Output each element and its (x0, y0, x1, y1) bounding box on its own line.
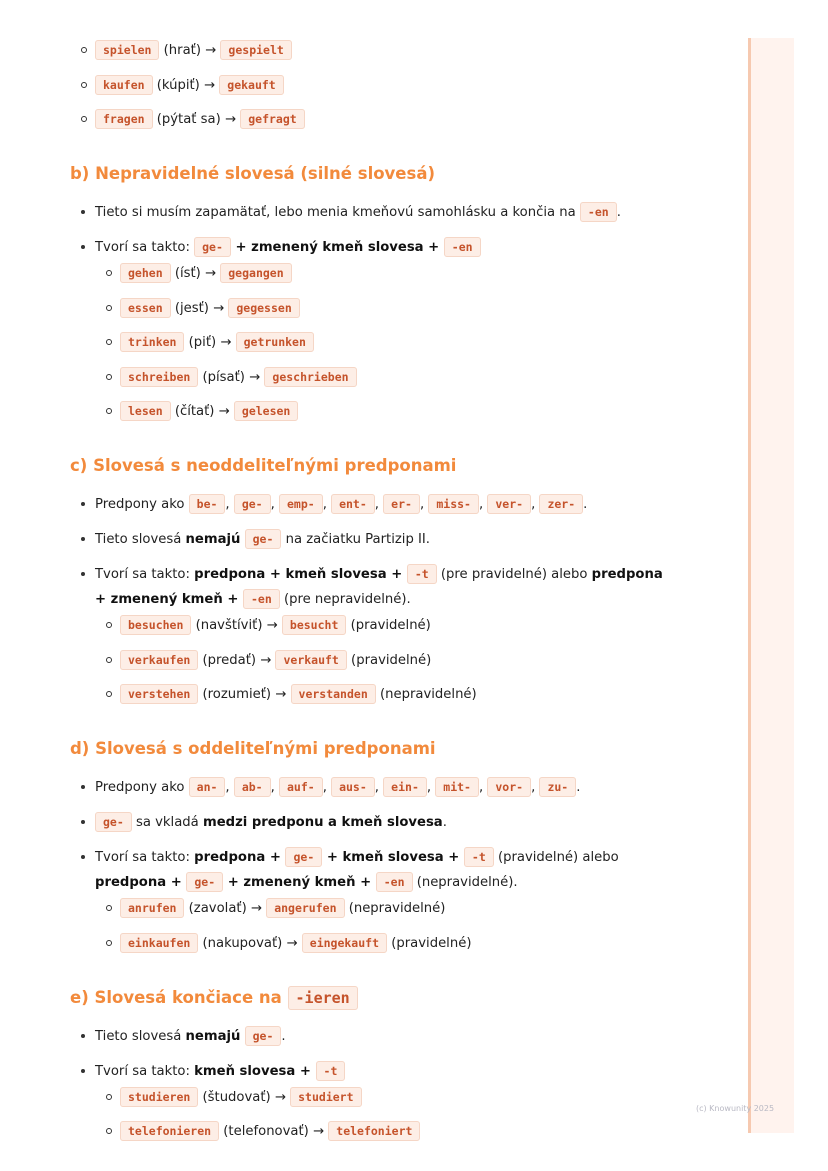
code-snippet: studieren (120, 1087, 198, 1107)
code-snippet: vor- (487, 777, 531, 797)
text (240, 1029, 244, 1044)
example-item (95, 613, 670, 638)
code-snippet: ab- (234, 777, 271, 797)
text: (nepravidelné). (412, 875, 518, 890)
text: . (576, 780, 581, 795)
text: , (426, 780, 436, 795)
list-item (70, 562, 670, 707)
text: Tieto si musím zapamätať, lebo menia kmeňovú samohlásku a končia na (95, 205, 580, 220)
bold-text: predpona + kmeň slovesa + (194, 567, 407, 582)
text: Tieto slovesá (95, 532, 186, 547)
text: , (531, 497, 540, 512)
code-snippet: an- (189, 777, 226, 797)
example-item (70, 38, 670, 63)
text: . (281, 1028, 286, 1044)
text: . (583, 497, 588, 512)
code-snippet: telefonieren (120, 1121, 219, 1141)
text: , (531, 780, 540, 795)
code-snippet: angerufen (266, 898, 344, 918)
text: Predpony ako (95, 497, 189, 512)
list-item (70, 1059, 670, 1145)
example-item (95, 296, 670, 321)
example-item (95, 1119, 670, 1144)
code-snippet: trinken (120, 332, 184, 352)
text: (čítať) → (170, 404, 234, 419)
text: Tvorí sa takto: (95, 1063, 195, 1079)
text: (jesť) → (170, 300, 229, 316)
text: , (374, 780, 384, 795)
list-item (70, 527, 670, 552)
code-snippet: miss- (428, 494, 479, 514)
text: , (374, 497, 384, 512)
text: , (270, 497, 279, 512)
code-snippet: -t (407, 564, 437, 584)
bullet-list (70, 492, 670, 707)
example-list (95, 896, 670, 956)
bold-text: + kmeň slovesa + (322, 850, 464, 865)
list-item (70, 200, 670, 225)
bullet-list (70, 775, 670, 956)
code-snippet: ge- (194, 237, 231, 257)
code-snippet: eingekauft (302, 933, 387, 953)
copyright-footer: (c) Knowunity 2025 (696, 1104, 775, 1113)
code-snippet: essen (120, 298, 171, 318)
code-snippet: besucht (282, 615, 346, 635)
text: (kúpiť) → (152, 77, 220, 93)
bold-text: predpona + zmenený kmeň + (95, 567, 663, 607)
page-margin-bar (748, 38, 794, 1133)
text: na začiatku Partizip II. (281, 532, 430, 547)
code-snippet: -t (464, 847, 494, 867)
code-snippet: fragen (95, 109, 153, 129)
text: (nepravidelné) (344, 901, 446, 916)
example-item (70, 73, 670, 98)
text: (piť) → (184, 335, 236, 350)
bold-text: + zmenený kmeň slovesa + (230, 240, 444, 255)
code-snippet: -en (444, 237, 481, 257)
code-snippet: -en (580, 202, 617, 222)
code-snippet: lesen (120, 401, 171, 421)
text: (predať) → (198, 652, 276, 668)
code-snippet: -en (243, 589, 280, 609)
bold-text: predpona + (95, 875, 187, 890)
text: , (225, 497, 234, 512)
text: , (419, 497, 429, 512)
text: (písať) → (198, 369, 265, 385)
code-snippet: -t (316, 1061, 346, 1081)
list-item (70, 775, 670, 800)
section-heading (70, 454, 670, 478)
code-snippet: gespielt (220, 40, 291, 60)
code-snippet: verkaufen (120, 650, 198, 670)
code-snippet: -en (376, 872, 413, 892)
text: c) Slovesá s neoddeliteľnými predponami (70, 456, 457, 475)
text: Tvorí sa takto: (95, 567, 195, 582)
text: Tvorí sa takto: (95, 850, 195, 865)
code-snippet: ent- (331, 494, 375, 514)
text: , (270, 780, 279, 795)
text: (pre nepravidelné). (279, 592, 411, 607)
list-item (70, 38, 670, 132)
code-snippet: -ieren (288, 986, 358, 1010)
code-snippet: ge- (245, 529, 282, 549)
text: (pravidelné) (387, 935, 472, 951)
example-item (95, 682, 670, 707)
code-snippet: zu- (539, 777, 576, 797)
code-snippet: ge- (245, 1026, 282, 1046)
code-snippet: telefoniert (328, 1121, 420, 1141)
example-item (95, 896, 670, 921)
code-snippet: schreiben (120, 367, 198, 387)
code-snippet: ver- (487, 494, 531, 514)
text: , (478, 497, 488, 512)
code-snippet: ge- (234, 494, 271, 514)
code-snippet: gegangen (220, 263, 291, 283)
code-snippet: gekauft (219, 75, 283, 95)
bold-text: nemajú (185, 1028, 241, 1044)
code-snippet: er- (383, 494, 420, 514)
code-snippet: gefragt (240, 109, 304, 129)
text: (študovať) → (198, 1089, 291, 1105)
example-list (95, 1085, 670, 1145)
text: (pravidelné) (346, 618, 431, 633)
example-list (95, 613, 670, 707)
example-item (70, 107, 670, 132)
code-snippet: ge- (186, 872, 223, 892)
code-snippet: ein- (383, 777, 427, 797)
text: sa vkladá (131, 815, 203, 830)
text: , (225, 780, 234, 795)
text: Predpony ako (95, 780, 189, 795)
bullet-list (70, 200, 670, 424)
example-item (95, 330, 670, 355)
text: . (616, 205, 621, 220)
text (240, 532, 244, 547)
example-item (95, 648, 670, 673)
list-item (70, 492, 670, 517)
code-snippet: verkauft (275, 650, 346, 670)
code-snippet: ge- (285, 847, 322, 867)
code-snippet: geschrieben (264, 367, 356, 387)
code-snippet: studiert (290, 1087, 361, 1107)
text: (pravidelné) alebo (493, 850, 619, 865)
code-snippet: zer- (539, 494, 583, 514)
text: (zavolať) → (184, 901, 267, 916)
document-content (70, 38, 670, 1154)
example-item (95, 399, 670, 424)
example-item (95, 931, 670, 956)
section-heading (70, 737, 670, 761)
list-item (70, 810, 670, 835)
example-list (70, 38, 670, 132)
example-item (95, 261, 670, 286)
bold-text: kmeň slovesa + (194, 1063, 316, 1079)
list-item (70, 845, 670, 956)
text: b) Nepravidelné slovesá (silné slovesá) (70, 164, 435, 183)
text: , (322, 780, 332, 795)
code-snippet: einkaufen (120, 933, 198, 953)
code-snippet: verstanden (291, 684, 376, 704)
text: (pre pravidelné) alebo (436, 567, 592, 582)
list-item (70, 1024, 670, 1049)
bold-text: medzi predponu a kmeň slovesa (202, 815, 443, 830)
text: , (478, 780, 488, 795)
code-snippet: gelesen (234, 401, 298, 421)
text: e) Slovesá končiace na (70, 987, 288, 1007)
example-item (95, 365, 670, 390)
code-snippet: spielen (95, 40, 159, 60)
code-snippet: be- (189, 494, 226, 514)
code-snippet: aus- (331, 777, 375, 797)
text: , (322, 497, 332, 512)
code-snippet: gehen (120, 263, 171, 283)
code-snippet: ge- (95, 812, 132, 832)
text: (telefonovať) → (219, 1124, 329, 1139)
bold-text: nemajú (185, 532, 241, 547)
text: Tvorí sa takto: (95, 240, 195, 255)
code-snippet: getrunken (236, 332, 314, 352)
code-snippet: besuchen (120, 615, 191, 635)
text: (navštíviť) → (191, 618, 282, 633)
code-snippet: mit- (435, 777, 479, 797)
bold-text: + zmenený kmeň + (223, 875, 376, 890)
bullet-list (70, 1024, 670, 1145)
text: . (442, 815, 447, 830)
code-snippet: kaufen (95, 75, 153, 95)
text: (rozumieť) → (198, 687, 291, 702)
text: (pýtať sa) → (152, 112, 241, 127)
example-list (95, 261, 670, 424)
text: (nepravidelné) (375, 687, 477, 702)
text: (ísť) → (170, 266, 221, 281)
bold-text: predpona + (194, 850, 286, 865)
text: (pravidelné) (346, 652, 432, 668)
text: Tieto slovesá (95, 1028, 186, 1044)
code-snippet: verstehen (120, 684, 198, 704)
list-item (70, 235, 670, 424)
code-snippet: gegessen (228, 298, 299, 318)
section-heading (70, 162, 670, 186)
code-snippet: auf- (279, 777, 323, 797)
text: (nakupovať) → (198, 935, 302, 951)
example-item (95, 1085, 670, 1110)
section-heading (70, 986, 670, 1010)
text: d) Slovesá s oddeliteľnými predponami (70, 739, 436, 758)
text: (hrať) → (159, 43, 221, 58)
bullet-list (70, 38, 670, 132)
code-snippet: emp- (279, 494, 323, 514)
code-snippet: anrufen (120, 898, 184, 918)
